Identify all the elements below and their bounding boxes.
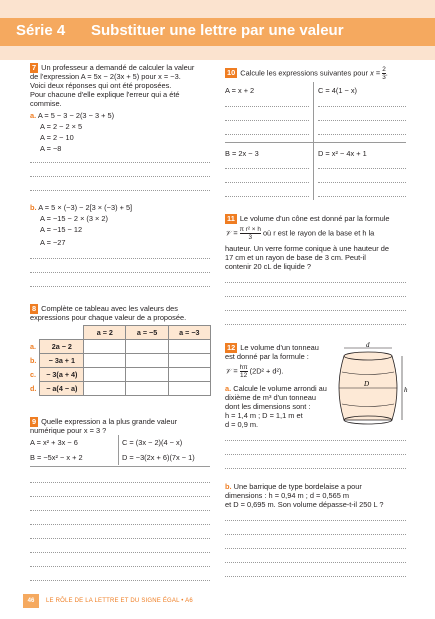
answer-line[interactable] bbox=[30, 510, 210, 511]
answer-line[interactable] bbox=[225, 182, 309, 183]
ex12-line-1: 12 Le volume d'un tonneau bbox=[227, 343, 319, 352]
answer-line[interactable] bbox=[318, 196, 406, 197]
fraction: $\frac{h\pi}{12}$ bbox=[239, 364, 248, 379]
row-label: b. bbox=[30, 356, 37, 365]
row-expression: − 3a + 1 bbox=[40, 354, 84, 368]
answer-line[interactable] bbox=[225, 324, 406, 325]
ex10-expr-b: B = 2x − 3 bbox=[225, 149, 259, 158]
divider bbox=[313, 82, 314, 200]
answer-line[interactable] bbox=[30, 258, 210, 259]
ex12-a-line-2: dixième de m³ d'un tonneau bbox=[225, 393, 316, 402]
ex11-line-4: 17 cm et un rayon de base de 3 cm. Peut-il bbox=[225, 253, 366, 262]
ex12-line-2: est donné par la formule : bbox=[225, 352, 309, 361]
answer-line[interactable] bbox=[225, 548, 406, 549]
ex7-a-line-4: A = −8 bbox=[40, 144, 62, 153]
answer-line[interactable] bbox=[225, 168, 309, 169]
ex8-line-1: 8 Complète ce tableau avec les valeurs des bbox=[32, 304, 178, 313]
ex7-a-line-2: A = 2 − 2 × 5 bbox=[40, 122, 83, 131]
ex9-line-2: numérique pour x = 3 ? bbox=[30, 426, 107, 435]
ex7-line-3: Voici deux réponses qui ont été proposées. bbox=[30, 81, 172, 90]
answer-line[interactable] bbox=[225, 106, 309, 107]
ex9-expr-d: D = −3(2x + 6)(7x − 1) bbox=[122, 453, 195, 462]
answer-line[interactable] bbox=[225, 468, 406, 469]
col-header: a = 2 bbox=[84, 326, 126, 340]
page-title: Substituer une lettre par une valeur bbox=[91, 22, 344, 39]
answer-cell[interactable] bbox=[168, 368, 210, 382]
label-h: h bbox=[404, 386, 408, 394]
ex11-line-3: hauteur. Un verre forme conique à une hauteur de bbox=[225, 244, 389, 253]
ex10-expr-a: A = x + 2 bbox=[225, 86, 255, 95]
label-d: d bbox=[366, 342, 370, 349]
answer-line[interactable] bbox=[318, 134, 406, 135]
answer-line[interactable] bbox=[225, 120, 309, 121]
ex12-a-line-4: h = 1,4 m ; D = 1,1 m et bbox=[225, 411, 303, 420]
ex7-b-line-2: A = −15 − 2 × (3 × 2) bbox=[40, 214, 109, 223]
answer-line[interactable] bbox=[30, 580, 210, 581]
ex8-line-2: expressions pour chaque valeur de a proposée. bbox=[30, 313, 187, 322]
answer-line[interactable] bbox=[30, 272, 210, 273]
answer-line[interactable] bbox=[318, 182, 406, 183]
answer-line[interactable] bbox=[225, 440, 406, 441]
answer-cell[interactable] bbox=[126, 340, 168, 354]
col-header: a = −5 bbox=[126, 326, 168, 340]
answer-cell[interactable] bbox=[126, 368, 168, 382]
ex9-expr-b: B = −5x² − x + 2 bbox=[30, 453, 83, 462]
ex12-b-line-2: dimensions : h = 0,94 m ; d = 0,565 m bbox=[225, 491, 350, 500]
ex11-line-1: 11 Le volume d'un cône est donné par la formule bbox=[227, 214, 390, 223]
answer-cell[interactable] bbox=[168, 340, 210, 354]
label-D: D bbox=[364, 380, 370, 388]
answer-line[interactable] bbox=[30, 496, 210, 497]
answer-line[interactable] bbox=[225, 310, 406, 311]
divider bbox=[30, 466, 210, 467]
answer-line[interactable] bbox=[225, 296, 406, 297]
divider bbox=[225, 142, 406, 143]
answer-cell[interactable] bbox=[168, 382, 210, 396]
answer-cell[interactable] bbox=[126, 354, 168, 368]
ex9-expr-c: C = (3x − 2)(4 − x) bbox=[122, 438, 183, 447]
fraction: $\frac{2}{3}$ bbox=[382, 66, 386, 81]
values-table bbox=[30, 325, 211, 396]
answer-line[interactable] bbox=[225, 520, 406, 521]
answer-cell[interactable] bbox=[84, 368, 126, 382]
ex7-line-1: 7 Un professeur a demandé de calculer la valeur bbox=[32, 63, 195, 72]
answer-line[interactable] bbox=[30, 538, 210, 539]
answer-line[interactable] bbox=[30, 552, 210, 553]
answer-line[interactable] bbox=[30, 566, 210, 567]
ex11-line-5: contenir 20 cL de liquide ? bbox=[225, 262, 312, 271]
ex9-expr-a: A = x² + 3x − 6 bbox=[30, 438, 78, 447]
ex7-b-line-3: A = −15 − 12 bbox=[40, 225, 83, 234]
answer-line[interactable] bbox=[225, 562, 406, 563]
row-label: c. bbox=[30, 370, 36, 379]
answer-cell[interactable] bbox=[84, 354, 126, 368]
answer-cell[interactable] bbox=[84, 382, 126, 396]
answer-line[interactable] bbox=[318, 168, 406, 169]
ex9-line-1: 9 Quelle expression a la plus grande valeur bbox=[32, 417, 178, 426]
ex10-expr-d: D = x² − 4x + 1 bbox=[318, 149, 367, 158]
answer-cell[interactable] bbox=[126, 382, 168, 396]
series-label: Série 4 bbox=[16, 22, 66, 39]
ex7-b: b. A = 5 × (−3) − 2[3 × (−3) + 5] bbox=[30, 203, 133, 212]
answer-line[interactable] bbox=[30, 286, 210, 287]
ex7-a: a. A = 5 − 3 − 2(3 − 3 + 5) bbox=[30, 111, 115, 120]
ex12-formula: 𝒱 = $\frac{h\pi}{12}$ (2D² + d²). bbox=[225, 364, 284, 379]
answer-cell[interactable] bbox=[168, 354, 210, 368]
ex12-a: a. Calcule le volume arrondi au bbox=[225, 384, 327, 393]
ex10-intro: 10 Calcule les expressions suivantes pour x = $\frac{2}{3}$ . bbox=[227, 66, 388, 81]
footer-chapter: LE RÔLE DE LA LETTRE ET DU SIGNE ÉGAL • A6 bbox=[46, 598, 193, 604]
answer-line[interactable] bbox=[225, 576, 406, 577]
barrel-top bbox=[344, 352, 392, 360]
ex12-a-line-5: d = 0,9 m. bbox=[225, 420, 259, 429]
barrel-figure bbox=[330, 342, 410, 434]
fraction: $\frac{\text{π r² × h}}{3}$ bbox=[239, 226, 261, 241]
answer-line[interactable] bbox=[225, 454, 406, 455]
col-header: a = −3 bbox=[168, 326, 210, 340]
row-expression: 2a − 2 bbox=[40, 340, 84, 354]
ex7-b-line-4: A = −27 bbox=[40, 238, 66, 247]
answer-line[interactable] bbox=[318, 120, 406, 121]
ex7-line-2: de l'expression A = 5x − 2(3x + 5) pour x = −3. bbox=[30, 72, 181, 81]
row-label: a. bbox=[30, 342, 36, 351]
answer-line[interactable] bbox=[318, 106, 406, 107]
row-label: d. bbox=[30, 384, 37, 393]
answer-line[interactable] bbox=[225, 196, 309, 197]
answer-line[interactable] bbox=[225, 134, 309, 135]
answer-line[interactable] bbox=[30, 162, 210, 163]
answer-line[interactable] bbox=[225, 282, 406, 283]
row-expression: − a(4 − a) bbox=[40, 382, 84, 396]
answer-line[interactable] bbox=[30, 482, 210, 483]
ex7-line-4: Pour chacune d'elle explique l'erreur qui a été bbox=[30, 90, 180, 99]
ex11-formula-line: 𝒱 = $\frac{\text{π r² × h}}{3}$ où r est le rayon de la base et h la bbox=[225, 226, 375, 241]
answer-line[interactable] bbox=[30, 176, 210, 177]
ex12-a-line-3: dont les dimensions sont : bbox=[225, 402, 311, 411]
answer-line[interactable] bbox=[30, 190, 210, 191]
page-number: 46 bbox=[23, 594, 39, 608]
ex10-expr-c: C = 4(1 − x) bbox=[318, 86, 358, 95]
divider bbox=[118, 435, 119, 465]
answer-cell[interactable] bbox=[84, 340, 126, 354]
row-expression: − 3(a + 4) bbox=[40, 368, 84, 382]
ex7-line-5: commise. bbox=[30, 99, 62, 108]
answer-line[interactable] bbox=[30, 524, 210, 525]
ex12-b-line-3: et D = 0,695 m. Son volume dépasse-t-il 250 L ? bbox=[225, 500, 384, 509]
ex12-b: b. Une barrique de type bordelaise a pour bbox=[225, 482, 362, 491]
answer-line[interactable] bbox=[225, 534, 406, 535]
ex7-a-line-3: A = 2 − 10 bbox=[40, 133, 74, 142]
